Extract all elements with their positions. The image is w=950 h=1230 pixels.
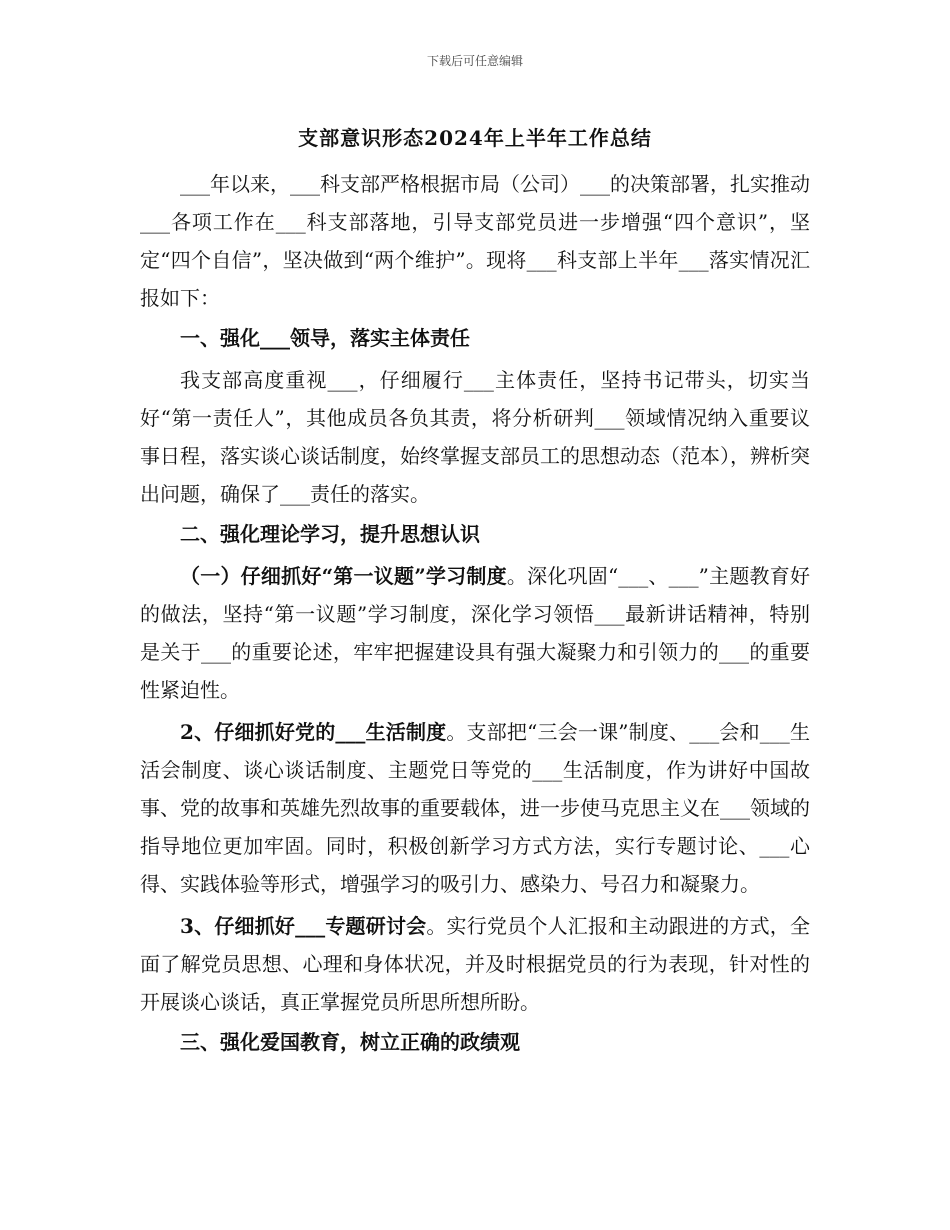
intro-paragraph: ___年以来，___科支部严格根据市局（公司）___的决策部署，扎实推动___各项工作在___科支部落地，引导支部党员进一步增强“四个意识”，坚定“四个自信”，坚决做到“两个维护”。现将___科支部上半年___落实情况汇报如下： — [140, 172, 810, 310]
section-heading-3: 三、强化爱国教育，树立正确的政绩观 — [180, 1030, 520, 1054]
subsection-3-body: 。实行党员个人汇报和主动跟进的方式，全面了解党员思想、心理和身体状况，并及时根据党员的行为表现，针对性的开展谈心谈话，真正掌握党员所思所想所盼。 — [140, 914, 811, 1014]
subsection-2-paragraph — [140, 713, 810, 903]
section-1-paragraph: 我支部高度重视___，仔细履行___主体责任，坚持书记带头，切实当好“第一责任人”，其他成员各负其责，将分析研判___领域情况纳入重要议事日程，落实谈心谈话制度，始终掌握支部员工的思想动态（范本），辨析突出问题，确保了___责任的落实。 — [140, 368, 810, 506]
subsection-2-lead: 2、仔细抓好党的___生活制度 — [180, 720, 447, 744]
section-heading-1: 一、强化___领导，落实主体责任 — [180, 326, 470, 350]
subsection-1-lead: （一）仔细抓好“第一议题”学习制度 — [180, 564, 507, 588]
subsection-3-lead: 3、仔细抓好___专题研讨会 — [180, 914, 427, 938]
subsection-1-body: 。深化巩固“___、___”主题教育好的做法，坚持“第一议题”学习制度，深化学习领悟___最新讲话精神，特别是关于___的重要论述，牢牢把握建设具有强大凝聚力和引领力的___的重要性紧迫性。 — [140, 564, 810, 702]
document-body — [140, 165, 810, 1065]
section-heading-2: 二、强化理论学习，提升思想认识 — [180, 522, 480, 546]
subsection-3-paragraph — [140, 907, 810, 1021]
subsection-2-body: 。支部把“三会一课”制度、___会和___生活会制度、谈心谈话制度、主题党日等党的___生活制度，作为讲好中国故事、党的故事和英雄先烈故事的重要载体，进一步使马克思主义在___领域的指导地位更加牢固。同时，积极创新学习方式方法，实行专题讨论、___心得、实践体验等形式，增强学习的吸引力、感染力、号召力和凝聚力。 — [140, 720, 810, 896]
subsection-1-paragraph — [140, 557, 810, 709]
header-note: 下载后可任意编辑 — [426, 54, 523, 68]
document-title: 支部意识形态2024年上半年工作总结 — [298, 126, 652, 150]
